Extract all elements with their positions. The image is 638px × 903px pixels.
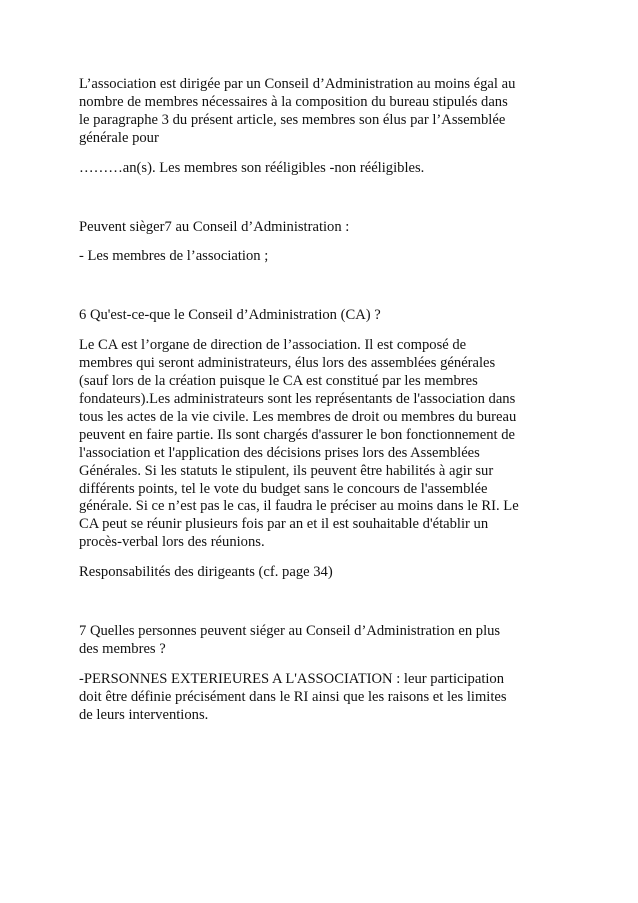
text-line: CA peut se réunir plusieurs fois par an et il est souhaitable d'établir un [79,516,489,533]
text-line: 7 Quelles personnes peuvent siéger au Conseil d’Administration en plus [79,623,501,640]
paragraph-conseil-intro [79,76,571,148]
paragraph-ca-description [79,337,571,552]
text-line: Le CA est l’organe de direction de l’association. Il est composé de [79,337,467,354]
paragraph-membres-list-item: - Les membres de l’association ; [79,248,269,265]
text-line: tous les actes de la vie civile. Les membres de droit ou membres du bureau [79,408,517,425]
text-line: fondateurs).Les administrateurs sont les représentants de l'association dans [79,390,516,407]
paragraph-reeligibles: ………an(s). Les membres son rééligibles -non rééligibles. [79,159,425,176]
text-line: différents points, tel le vote du budget sans le concours de l'assemblée [79,480,488,497]
text-line: procès-verbal lors des réunions. [79,534,265,551]
text-line: générale. Si ce n’est pas le cas, il faudra le préciser au moins dans le RI. Le [79,498,519,515]
text-line: (sauf lors de la création puisque le CA est constitué par les membres [79,373,478,390]
text-line: le paragraphe 3 du présent article, ses membres son élus par l’Assemblée [79,111,506,128]
text-line: doit être définie précisément dans le RI ainsi que les raisons et les limites [79,688,507,705]
text-line: Générales. Si les statuts le stipulent, ils peuvent être habilités à agir sur [79,462,494,479]
text-line: nombre de membres nécessaires à la composition du bureau stipulés dans [79,93,508,110]
text-line: L’association est dirigée par un Conseil d’Administration au moins égal au [79,76,516,92]
paragraph-responsabilites: Responsabilités des dirigeants (cf. page 34) [79,564,333,581]
text-line: -PERSONNES EXTERIEURES A L'ASSOCIATION : leur participation [79,670,505,687]
text-line: de leurs interventions. [79,706,209,723]
text-line: membres qui seront administrateurs, élus lors des assemblées générales [79,355,496,372]
text-line: peuvent en faire partie. Ils sont chargés d'assurer le bon fonctionnement de [79,426,515,443]
document-body [79,76,571,725]
heading-question-7 [79,623,571,659]
text-line: des membres ? [79,640,166,657]
paragraph-peuvent-sieger: Peuvent sièger7 au Conseil d’Administration : [79,218,350,235]
heading-question-6: 6 Qu'est-ce-que le Conseil d’Administration (CA) ? [79,307,381,324]
paragraph-personnes-exterieures [79,671,571,725]
text-line: l'association et l'application des décisions prises lors des Assemblées [79,444,480,461]
text-line: générale pour [79,129,159,146]
